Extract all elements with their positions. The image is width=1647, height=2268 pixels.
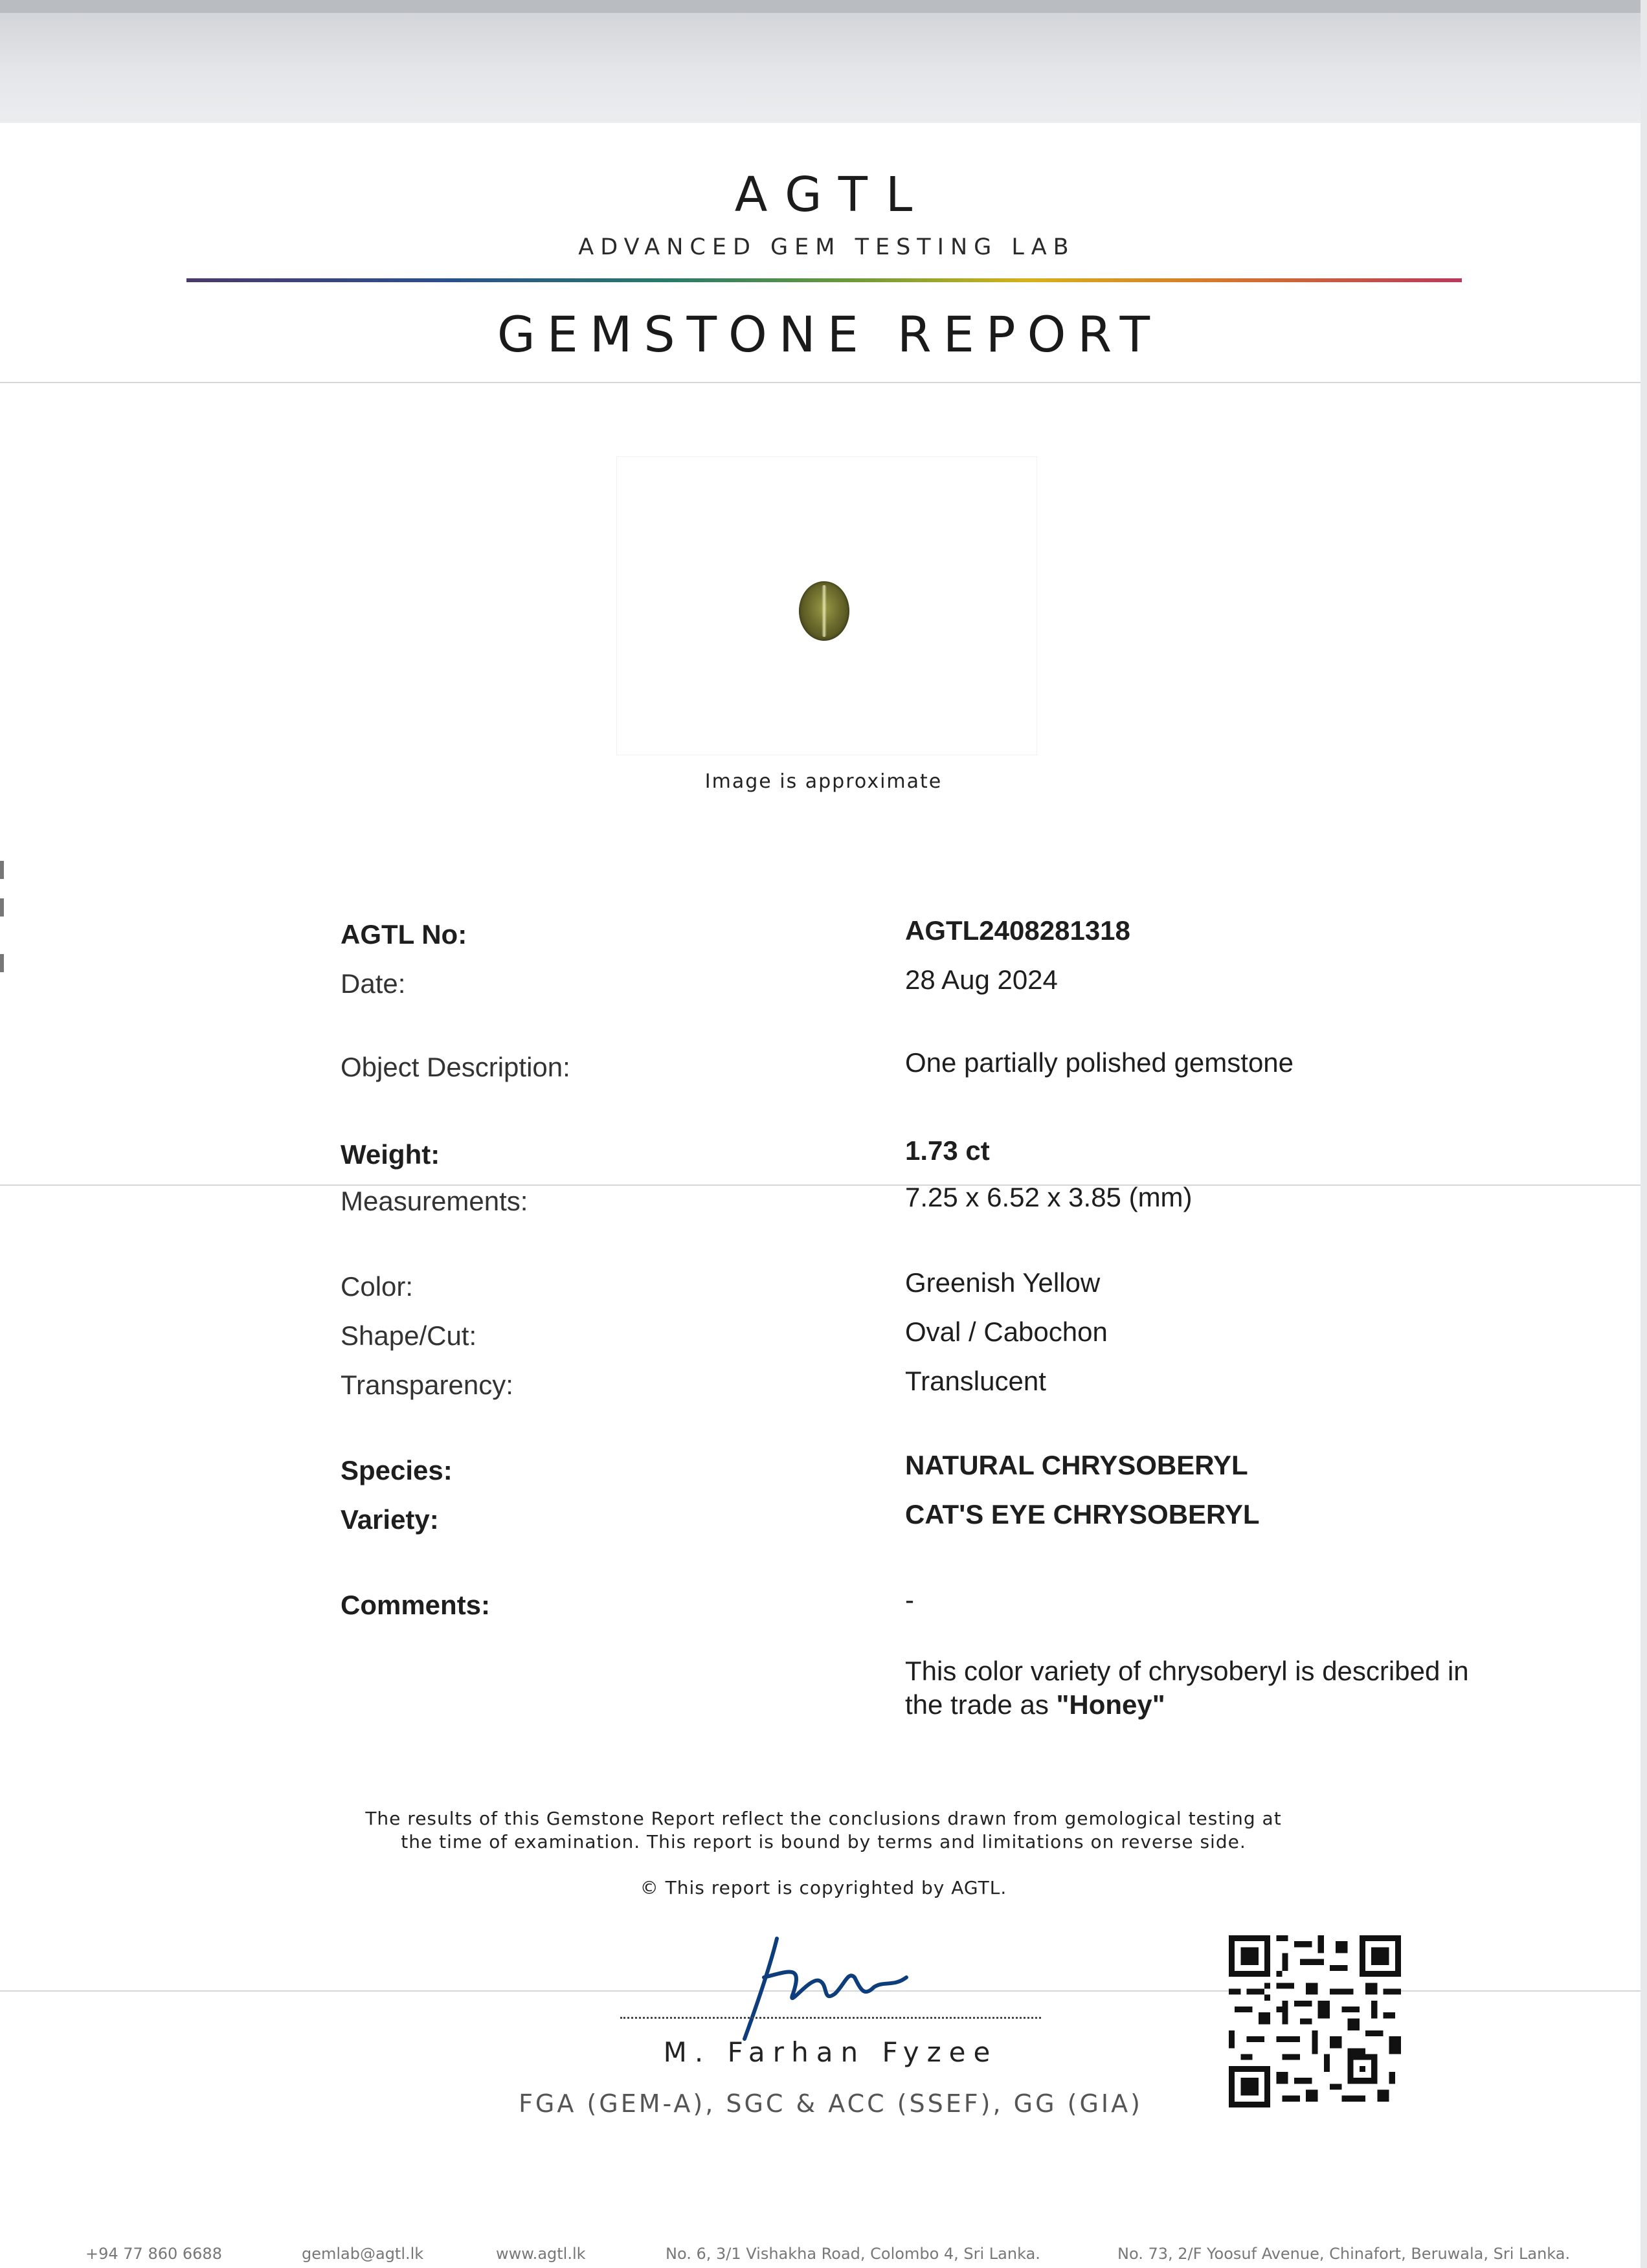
spectrum-divider bbox=[186, 278, 1462, 282]
report-title: GEMSTONE REPORT bbox=[497, 306, 1162, 363]
disclaimer bbox=[0, 1807, 1647, 1854]
fold-line bbox=[0, 1184, 1647, 1186]
comments-label: Comments: bbox=[341, 1590, 491, 1620]
species-value: NATURAL CHRYSOBERYL bbox=[905, 1450, 1248, 1480]
gemstone-photo bbox=[799, 581, 849, 641]
shape-cut-label: Shape/Cut: bbox=[341, 1320, 477, 1351]
weight-value: 1.73 ct bbox=[905, 1135, 990, 1166]
transparency-label: Transparency: bbox=[341, 1370, 513, 1400]
margin-mark bbox=[0, 861, 4, 879]
date-value: 28 Aug 2024 bbox=[905, 964, 1058, 995]
footer-phone[interactable]: +94 77 860 6688 bbox=[85, 2245, 222, 2263]
variety-label: Variety: bbox=[341, 1504, 439, 1535]
transparency-value: Translucent bbox=[905, 1366, 1046, 1396]
color-value: Greenish Yellow bbox=[905, 1267, 1101, 1298]
disclaimer-line-1: The results of this Gemstone Report reflect the conclusions drawn from gemological testing at bbox=[365, 1808, 1282, 1829]
species-label: Species: bbox=[341, 1455, 453, 1485]
copyright-notice: © This report is copyrighted by AGTL. bbox=[640, 1877, 1007, 1898]
disclaimer-line-2: the time of examination. This report is bound by terms and limitations on reverse side. bbox=[401, 1831, 1246, 1852]
footer-address-colombo: No. 6, 3/1 Vishakha Road, Colombo 4, Sri Lanka. bbox=[666, 2245, 1040, 2263]
object-description-value: One partially polished gemstone bbox=[905, 1047, 1294, 1078]
signer-name: M. Farhan Fyzee bbox=[663, 2036, 998, 2068]
cats-eye-band bbox=[822, 585, 827, 637]
logo: AGTL bbox=[734, 167, 931, 223]
agtl-no-label: AGTL No: bbox=[341, 919, 467, 950]
comments-note-text: This color variety of chrysoberyl is described in the trade as bbox=[905, 1656, 1469, 1720]
signature bbox=[732, 1932, 926, 2049]
footer-website[interactable]: www.agtl.lk bbox=[496, 2245, 586, 2263]
margin-mark bbox=[0, 954, 4, 972]
measurements-value: 7.25 x 6.52 x 3.85 (mm) bbox=[905, 1182, 1193, 1212]
footer-email[interactable]: gemlab@agtl.lk bbox=[302, 2245, 424, 2263]
signer-qualifications: FGA (GEM-A), SGC & ACC (SSEF), GG (GIA) bbox=[519, 2089, 1143, 2118]
image-caption: Image is approximate bbox=[704, 770, 943, 793]
variety-value: CAT'S EYE CHRYSOBERYL bbox=[905, 1499, 1260, 1529]
weight-label: Weight: bbox=[341, 1139, 440, 1170]
signature-line bbox=[620, 2017, 1041, 2019]
color-label: Color: bbox=[341, 1271, 414, 1302]
lab-name: ADVANCED GEM TESTING LAB bbox=[578, 234, 1075, 260]
fold-line bbox=[0, 382, 1647, 383]
shape-cut-value: Oval / Cabochon bbox=[905, 1317, 1108, 1347]
comments-value: - bbox=[905, 1584, 914, 1615]
scan-top-band bbox=[0, 0, 1647, 123]
date-label: Date: bbox=[341, 968, 406, 999]
scan-top-edge bbox=[0, 0, 1647, 13]
object-description-label: Object Description: bbox=[341, 1052, 570, 1082]
footer-address-beruwala: No. 73, 2/F Yoosuf Avenue, Chinafort, Beruwala, Sri Lanka. bbox=[1117, 2245, 1571, 2263]
measurements-label: Measurements: bbox=[341, 1186, 528, 1216]
qr-code[interactable] bbox=[1229, 1935, 1401, 2107]
agtl-no-value: AGTL2408281318 bbox=[905, 915, 1130, 946]
comments-note-term: "Honey" bbox=[1056, 1689, 1165, 1720]
margin-mark bbox=[0, 898, 4, 917]
comments-note bbox=[905, 1654, 1514, 1722]
